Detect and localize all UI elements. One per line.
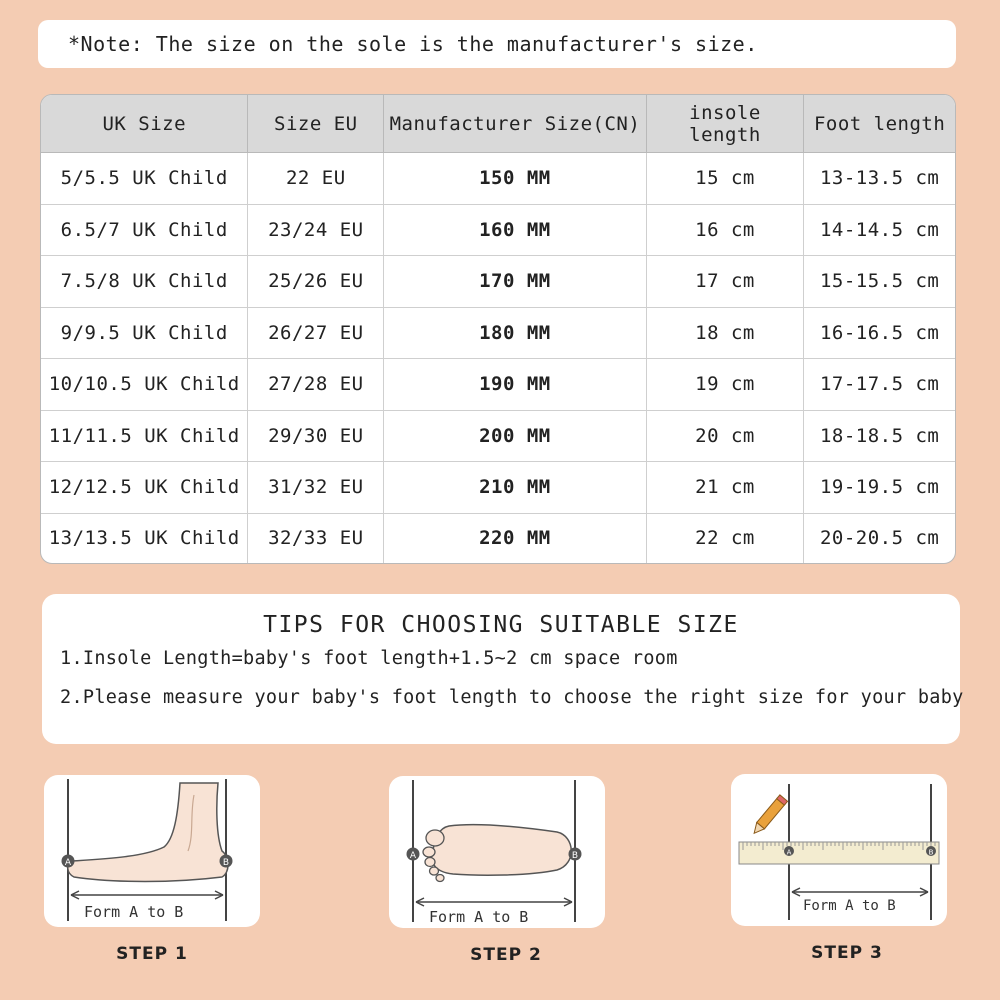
- cell-size-eu: 29/30 EU: [248, 411, 384, 463]
- table-row: [41, 411, 955, 463]
- step3-label: STEP 3: [811, 943, 883, 963]
- cell-insole-length: 16 cm: [647, 205, 805, 257]
- cell-insole-length: 22 cm: [647, 514, 805, 564]
- cell-manufacturer-size: 190 MM: [384, 359, 647, 411]
- header-uk-size: UK Size: [41, 95, 248, 153]
- point-a-label: A: [786, 848, 792, 857]
- cell-insole-length: 21 cm: [647, 462, 805, 514]
- step1-card: [44, 775, 260, 927]
- tip-measure-foot: 2.Please measure your baby's foot length to choose the right size for your baby: [60, 687, 964, 708]
- step1-caption: Form A to B: [84, 903, 184, 921]
- table-row: [41, 256, 955, 308]
- point-a-label: A: [409, 851, 417, 861]
- header-size-eu: Size EU: [248, 95, 384, 153]
- header-foot-length: Foot length: [804, 95, 955, 153]
- cell-manufacturer-size: 220 MM: [384, 514, 647, 564]
- ruler-pencil-icon: [731, 774, 947, 926]
- table-row: [41, 205, 955, 257]
- cell-foot-length: 15-15.5 cm: [804, 256, 955, 308]
- cell-manufacturer-size: 200 MM: [384, 411, 647, 463]
- step2-caption: Form A to B: [429, 908, 529, 926]
- cell-size-eu: 26/27 EU: [248, 308, 384, 360]
- cell-uk-size: 9/9.5 UK Child: [41, 308, 248, 360]
- header-manufacturer-size: Manufacturer Size(CN): [384, 95, 647, 153]
- cell-foot-length: 14-14.5 cm: [804, 205, 955, 257]
- point-b-label: B: [222, 858, 230, 868]
- cell-foot-length: 13-13.5 cm: [804, 153, 955, 205]
- step1-label: STEP 1: [116, 944, 188, 964]
- step2-card: [389, 776, 605, 928]
- foot-side-icon: [44, 775, 260, 927]
- point-b-label: B: [571, 851, 579, 861]
- note-text: *Note: The size on the sole is the manufacturer's size.: [68, 32, 758, 56]
- point-b-label: B: [928, 848, 934, 857]
- cell-uk-size: 6.5/7 UK Child: [41, 205, 248, 257]
- cell-manufacturer-size: 170 MM: [384, 256, 647, 308]
- step3-caption: Form A to B: [803, 898, 896, 914]
- cell-uk-size: 5/5.5 UK Child: [41, 153, 248, 205]
- cell-size-eu: 22 EU: [248, 153, 384, 205]
- cell-foot-length: 18-18.5 cm: [804, 411, 955, 463]
- cell-manufacturer-size: 180 MM: [384, 308, 647, 360]
- cell-size-eu: 27/28 EU: [248, 359, 384, 411]
- cell-manufacturer-size: 150 MM: [384, 153, 647, 205]
- cell-uk-size: 7.5/8 UK Child: [41, 256, 248, 308]
- cell-insole-length: 20 cm: [647, 411, 805, 463]
- cell-size-eu: 25/26 EU: [248, 256, 384, 308]
- cell-foot-length: 16-16.5 cm: [804, 308, 955, 360]
- cell-insole-length: 19 cm: [647, 359, 805, 411]
- table-row: [41, 308, 955, 360]
- cell-uk-size: 11/11.5 UK Child: [41, 411, 248, 463]
- cell-size-eu: 32/33 EU: [248, 514, 384, 564]
- header-insole-length: insole length: [647, 95, 805, 153]
- table-row: [41, 153, 955, 205]
- cell-insole-length: 18 cm: [647, 308, 805, 360]
- cell-size-eu: 31/32 EU: [248, 462, 384, 514]
- cell-foot-length: 17-17.5 cm: [804, 359, 955, 411]
- table-row: [41, 514, 955, 564]
- cell-size-eu: 23/24 EU: [248, 205, 384, 257]
- foot-top-icon: [389, 776, 605, 928]
- tip-insole-formula: 1.Insole Length=baby's foot length+1.5~2 cm space room: [60, 648, 678, 669]
- cell-foot-length: 19-19.5 cm: [804, 462, 955, 514]
- cell-manufacturer-size: 210 MM: [384, 462, 647, 514]
- tips-panel: [42, 594, 964, 744]
- table-row: [41, 462, 955, 514]
- table-row: [41, 359, 955, 411]
- step2-label: STEP 2: [470, 945, 542, 965]
- cell-uk-size: 12/12.5 UK Child: [41, 462, 248, 514]
- point-a-label: A: [64, 858, 72, 868]
- cell-foot-length: 20-20.5 cm: [819, 527, 940, 550]
- cell-insole-length: 15 cm: [647, 153, 805, 205]
- note-banner: [38, 20, 956, 68]
- cell-manufacturer-size: 160 MM: [384, 205, 647, 257]
- size-chart-table: [40, 94, 956, 564]
- cell-uk-size: 13/13.5 UK Child: [41, 514, 248, 564]
- tips-title: TIPS FOR CHOOSING SUITABLE SIZE: [263, 612, 739, 638]
- cell-insole-length: 17 cm: [647, 256, 805, 308]
- cell-uk-size: 10/10.5 UK Child: [41, 359, 248, 411]
- table-header-row: [41, 95, 955, 153]
- step3-card: [731, 774, 947, 926]
